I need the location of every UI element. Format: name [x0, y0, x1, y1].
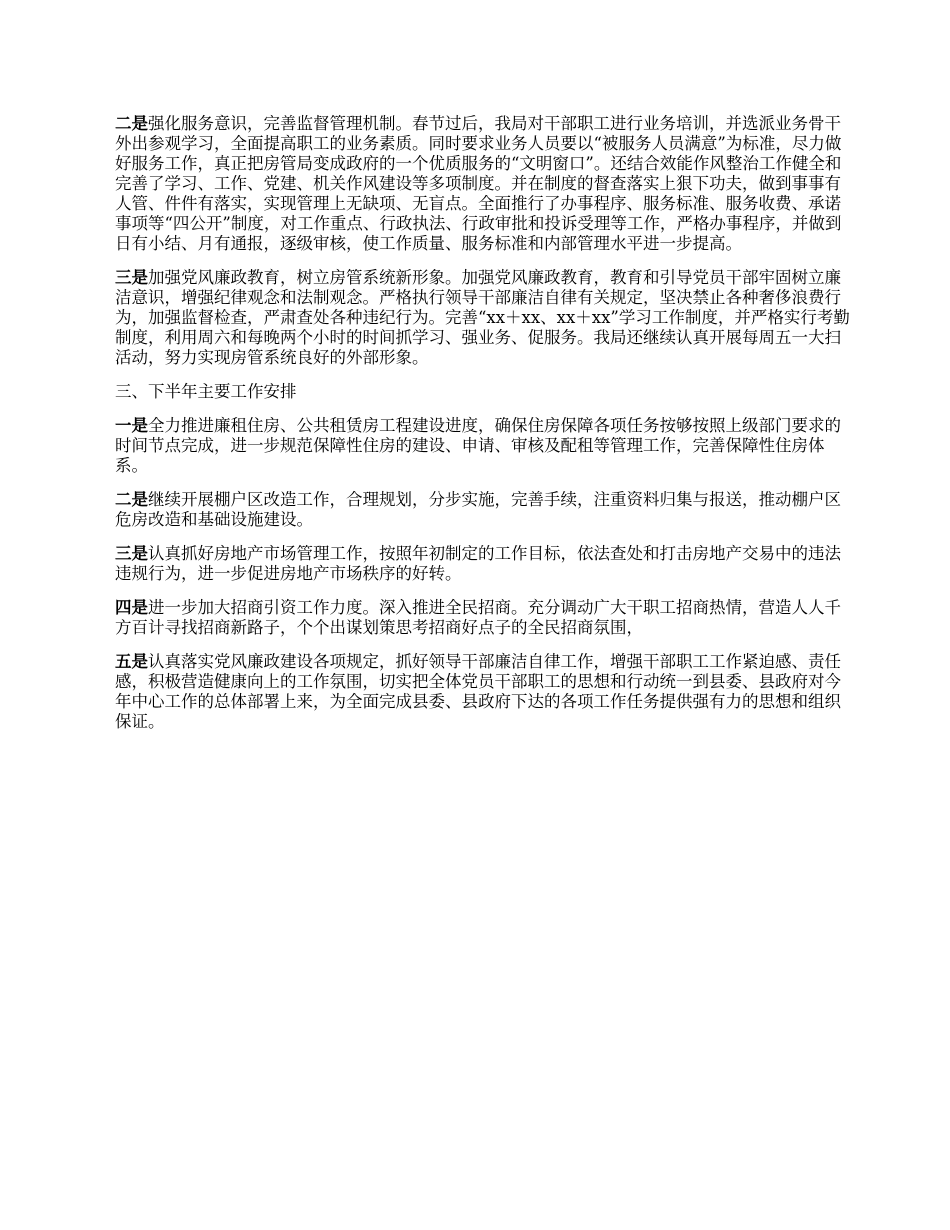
plan-item-three: [115, 544, 855, 584]
plan-text: 认真抓好房地产市场管理工作，按照年初制定的工作目标，依法查处和打击房地产交易中的违法违规行为，进一步促进房地产市场秩序的好转。: [115, 544, 841, 583]
plan-lead: 二是: [115, 490, 148, 509]
paragraph-lead: 三是: [115, 268, 148, 287]
plan-item-one: [115, 416, 855, 476]
plan-lead: 五是: [115, 652, 148, 671]
paragraph-lead: 二是: [115, 114, 148, 133]
plan-item-two: [115, 490, 855, 530]
plan-lead: 三是: [115, 544, 148, 563]
section-heading: 三、下半年主要工作安排: [115, 382, 297, 401]
plan-lead: 四是: [115, 598, 148, 617]
plan-text: 继续开展棚户区改造工作，合理规划，分步实施，完善手续，注重资料归集与报送，推动棚户区危房改造和基础设施建设。: [115, 490, 841, 529]
plan-text: 认真落实党风廉政建设各项规定，抓好领导干部廉洁自律工作，增强干部职工工作紧迫感、责任感，积极营造健康向上的工作氛围，切实把全体党员干部职工的思想和行动统一到县委、县政府对今年中心工作的总体部署上来，为全面完成县委、县政府下达的各项工作任务提供强有力的思想和组织保证。: [115, 652, 841, 731]
plan-text: 进一步加大招商引资工作力度。深入推进全民招商。充分调动广大干职工招商热情，营造人人千方百计寻找招商新路子，个个出谋划策思考招商好点子的全民招商氛围，: [115, 598, 841, 637]
paragraph-second-point: [115, 114, 855, 254]
paragraph-text: 加强党风廉政教育，树立房管系统新形象。加强党风廉政教育，教育和引导党员干部牢固树立廉洁意识，增强纪律观念和法制观念。严格执行领导干部廉洁自律有关规定，坚决禁止各种奢侈浪费行为，加强监督检查，严肃查处各种违纪行为。完善“xx＋xx、xx＋xx”学习工作制度，并严格实行考勤制度，利用周六和每晚两个小时的时间抓学习、强业务、促服务。我局还继续认真开展每周五一大扫活动，努力实现房管系统良好的外部形象。: [115, 268, 850, 367]
plan-item-four: [115, 598, 855, 638]
plan-text: 全力推进廉租住房、公共租赁房工程建设进度，确保住房保障各项任务按够按照上级部门要求的时间节点完成，进一步规范保障性住房的建设、申请、审核及配租等管理工作，完善保障性住房体系。: [115, 416, 841, 475]
plan-item-five: [115, 652, 855, 732]
plan-lead: 一是: [115, 416, 148, 435]
paragraph-third-point: [115, 268, 855, 368]
paragraph-text: 强化服务意识，完善监督管理机制。春节过后，我局对干部职工进行业务培训，并选派业务骨干外出参观学习，全面提高职工的业务素质。同时要求业务人员要以“被服务人员满意”为标准，尽力做好服务工作，真正把房管局变成政府的一个优质服务的“文明窗口”。还结合效能作风整治工作健全和完善了学习、工作、党建、机关作风建设等多项制度。并在制度的督查落实上狠下功夫，做到事事有人管、件件有落实，实现管理上无缺项、无盲点。全面推行了办事程序、服务标准、服务收费、承诺事项等“四公开”制度，对工作重点、行政执法、行政审批和投诉受理等工作，严格办事程序，并做到日有小结、月有通报，逐级审核，使工作质量、服务标准和内部管理水平进一步提高。: [115, 114, 842, 253]
document-page: [115, 114, 855, 746]
